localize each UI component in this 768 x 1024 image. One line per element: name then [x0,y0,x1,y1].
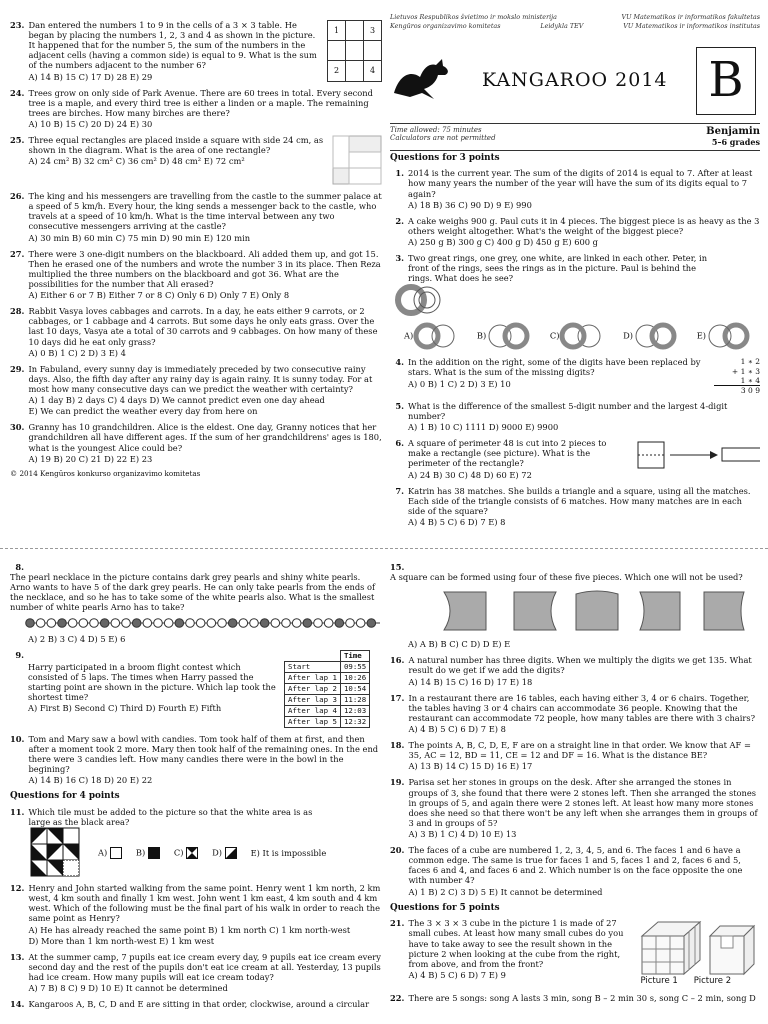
section-4-points: Questions for 4 points [10,791,120,802]
bottom-left-column [10,562,382,1015]
question-1: 1. 2014 is the current year. The sum of the digits of 2014 is equal to 7. After at least how many years the number of the year will have the sum of its digits equal to 7 again? A) 18 B) 36 C) 90 D) 9 E) 990 [395,168,753,210]
section-3-points: Questions for 3 points [390,152,500,163]
question-9: 9. Harry participated in a broom flight contest which consisted of 5 laps. The times when Harry passed the starting point are shown in the picture. Which lap took the shortest time? A) First B) Second C) Third D) Fourth E) Fifth Time Start 09:55 After lap 1 10:26 After lap 2 10:54 After lap 3 11:28 After lap 4 12:03 After lap 5 12:32 [10,650,382,728]
kangaroo-logo [390,53,454,105]
top-left-column [10,20,382,479]
white-pearl [79,618,88,627]
dark-pearl [303,618,312,627]
top-right-column [390,14,760,533]
section-5-points: Questions for 5 points [390,902,500,913]
tile-option-a [110,847,122,859]
question-27: 27. There were 3 one-digit numbers on the blackboard. Ali added them up, and got 15. Then he erased one of the numbers and wrote the number 3 in its place. Then Reza multiplied the three numbers on the blackboard and got 36. What are the possibilities for the number that Ali erased? A) Either 6 or 7 B) Either 7 or 8 C) Only 6 D) Only 7 E) Only 8 [10,248,381,301]
cube-figures [640,918,758,986]
white-pearl [218,618,227,627]
white-pearl [314,618,323,627]
grade-range: 5–6 grades [711,136,760,147]
dark-pearl [260,618,269,627]
lap-times-table: Time Start 09:55 After lap 1 10:26 After lap 2 10:54 After lap 3 11:28 After lap 4 12:03 After lap 5 12:32 [284,650,370,728]
time-allowed: Time allowed: 75 minutes [390,125,482,134]
dark-pearl [132,618,141,627]
white-pearl [271,618,280,627]
picture-1-label: Picture 1 [640,976,678,987]
tile-option-c [186,847,198,859]
question-17: 17. In a restaurant there are 16 tables, each having either 3, 4 or 6 chairs. Together, the tables having 3 or 4 chairs can accommodate 36 people. Knowing that the restaurant can accommodate 72 people, how many tables are there with 3 chairs? A) 4 B) 5 C) 6 D) 7 E) 8 [390,692,756,734]
white-pearl [164,618,173,627]
question-18: 18. The points A, B, C, D, E, F are on a straight line in that order. We know that AF = 35, AC = 12, BD = 11, CE = 12 and DF = 16. What is the distance BE? A) 13 B) 14 C) 15 D) 16 E) 17 [390,740,751,772]
pearl-necklace-figure [24,615,382,631]
question-22: 22. There are 5 songs: song A lasts 3 min, song B – 2 min 30 s, song C – 2 min, song D [390,992,756,1003]
white-pearl [346,618,355,627]
contest-title: KANGAROO 2014 [482,68,668,91]
question-14: 14. Kangaroos A, B, C, D and E are sitting in that order, clockwise, around a circular [10,999,370,1010]
white-pearl [90,618,99,627]
question-19: 19. Parisa set her stones in groups on the desk. After she arranged the stones in groups of 3, she found that there were 2 stones left. Then she arranged the stones in groups of 5, and again there were 2 stones left. At least how many more stones does she need so that there won't be any left when she arranges them in groups of 3 and in groups of 5? A) 3 B) 1 C) 4 D) 10 E) 13 [390,777,758,839]
question-25: 25. Three equal rectangles are placed inside a square with side 24 cm, as shown in the diagram. What is the area of one rectangle? A) 24 cm² B) 32 cm² C) 36 cm² D) 48 cm² E) 72 cm² [10,135,382,185]
question-6: 6. A square of perimeter 48 is cut into 2 pieces to make a rectangle (see picture). What is the perimeter of the rectangle? A) 24 B) 30 C) 48 D) 60 E) 72 [390,438,760,479]
question-11: 11. Which tile must be added to the picture so that the white area is as large as the black area? A) B) C) D) E) It is impossible [10,807,382,877]
level-letter: B [696,47,756,115]
white-pearl [207,618,216,627]
white-pearl [122,618,131,627]
question-4: 4. In the addition on the right, some of the digits have been replaced by stars. What is the sum of the missing digits? A) 0 B) 1 C) 2 D) 3 E) 10 1 ∗ 2 + 1 ∗ 3 1 ∗ 4 3 0 9 [395,357,760,395]
bottom-right-column [390,562,760,1009]
white-pearl [282,618,291,627]
white-pearl [47,618,56,627]
white-pearl [196,618,205,627]
dark-pearl [175,618,184,627]
square-pieces-figure [404,588,760,634]
page-divider [0,548,768,549]
rings-option-a [413,321,457,351]
publisher-label: Leidykla TEV [540,21,584,30]
rings-option-d [633,321,677,351]
level-name: Benjamin [706,125,760,137]
tile-option-b [148,847,160,859]
dark-pearl [335,618,344,627]
white-pearl [68,618,77,627]
calculator-note: Calculators are not permitted [390,134,496,143]
white-pearl [111,618,120,627]
white-pearl [250,618,259,627]
dark-pearl [100,618,109,627]
question-5: 5. What is the difference of the smallest 5-digit number and the largest 4-digit number? A) 1 B) 10 C) 1111 D) 9000 E) 9900 [395,400,728,433]
question-7: 7. Katrin has 38 matches. She builds a triangle and a square, using all the matches. Each side of the triangle consists of 6 matches. How many matches are in each side of the square? A) 4 B) 5 C) 6 D) 7 E) 8 [395,485,751,528]
dark-pearl [58,618,67,627]
question-10: 10. Tom and Mary saw a bowl with candies. Tom took half of them at first, and then after a moment took 2 more. Mary then took half of the remaining ones. In the end there were 3 candies left. How many candies there were in the bowl in the begining? A) 14 B) 16 C) 18 D) 20 E) 22 [10,733,379,786]
question-15: 15. A square can be formed using four of these five pieces. Which one will not be used? A) A B) B C) C D) D E) E [390,562,760,649]
white-pearl [36,618,45,627]
question-24: 24. Trees grow on only side of Park Avenue. There are 60 trees in total. Every second tree is a maple, and every third tree is either a linden or a maple. The remaining trees are birches. How many birches are there? A) 10 B) 15 C) 20 D) 24 E) 30 [10,87,373,129]
question-20: 20. The faces of a cube are numbered 1, 2, 3, 4, 5, and 6. The faces 1 and 6 have a common edge. The same is true for faces 1 and 5, faces 1 and 2, faces 6 and 5, faces 6 and 4, and faces 6 and 2. Which number is on the face opposite the one with number 4? A) 1 B) 2 C) 3 D) 5 E) It cannot be determined [390,845,743,897]
question-8: 8. The pearl necklace in the picture contains dark grey pearls and shiny white pearls. Arno wants to have 5 of the dark grey pearls. He can only take pearls from the ends of the necklace, and so he has to take some of the white pearls also. What is the smallest number of white pearls Arno has to take? A) 2 B) 3 C) 4 D) 5 E) 6 [10,562,382,644]
question-21: 21. The 3 × 3 × 3 cube in the picture 1 is made of 27 small cubes. At least how many small cubes do you have to take away to see the result shown in the picture 2 when looking at the cube from the right, from above, and from the front? A) 4 B) 5 C) 6 D) 7 E) 9 Picture 1 Picture 2 [390,918,760,986]
white-pearl [143,618,152,627]
white-pearl [292,618,301,627]
ministry-label: Lietuvos Respublikos švietimo ir mokslo ministerija [390,13,557,21]
white-pearl [239,618,248,627]
addition-puzzle: 1 ∗ 2 + 1 ∗ 3 1 ∗ 4 3 0 9 [714,357,760,395]
rings-option-b [486,321,530,351]
question-29: 29. In Fabuland, every sunny day is immediately preceded by two consecutive rainy days. Also, the fifth day after any rainy day is again rainy. It is sunny today. For at most how many consecutive days can we predict the weather with certainty? A) 1 day B) 2 days C) 4 days D) We cannot predict even one day ahead E) We can predict the weather every day from here on [10,363,373,417]
question-12: 12. Henry and John started walking from the same point. Henry went 1 km north, 2 km west, 4 km south and finally 1 km west. John went 1 km east, 4 km south and 4 km west. Which of the following must be the final part of his walk in order to reach the same point as Henry? A) He has already reached the same point B) 1 km north C) 1 km north-west D) More than 1 km north-west E) 1 km west [10,883,381,946]
tile-option-d [225,847,237,859]
rectangles-in-square-figure [332,135,382,185]
question-28: 28. Rabbit Vasya loves cabbages and carrots. In a day, he eats either 9 carrots, or 2 cabbages, or 1 cabbage and 4 carrots. But some days he only eats grass. Over the last 10 days, Vasya ate a total of 30 carrots and 9 cabbages. On how many of these 10 days did he eat only grass? A) 0 B) 1 C) 2 D) 3 E) 4 [10,306,378,358]
rings-option-c [559,321,603,351]
institute-label: VU Matematikos ir informatikos institutas [623,21,760,30]
faculty-label: VU Matematikos ir informatikos fakultetas [621,13,760,21]
dark-pearl [228,618,237,627]
white-pearl [356,618,365,627]
white-pearl [186,618,195,627]
footer-copyright: © 2014 Kengūros konkurso organizavimo komitetas [10,468,201,478]
rings-option-e [706,321,750,351]
q11-options: A) B) C) D) E) It is impossible [98,847,327,859]
question-26: 26. The king and his messengers are travelling from the castle to the summer palace at a speed of 5 km/h. Every hour, the king sends a messenger back to the castle, who travels at a speed of 10 km/h. What is the time interval between any two consecutive messengers arriving at the castle? A) 30 min B) 60 min C) 75 min D) 90 min E) 120 min [10,191,382,243]
cube-picture-1 [640,918,702,976]
q3-options: A) B) C) D) E) [390,321,750,351]
question-2: 2. A cake weighs 900 g. Paul cuts it in 4 pieces. The biggest piece is as heavy as the 3 others weight altogether. What's the weight of the biggest piece? A) 250 g B) 300 g C) 400 g D) 450 g E) 600 g [395,215,760,247]
tile-pattern-figure [30,827,80,877]
question-3: 3. Two great rings, one grey, one white, are linked in each other. Peter, in front of the rings, sees the rings as in the picture. Paul is behind the rings. What does he see? A) B) C) D) E) [390,253,760,351]
white-pearl [324,618,333,627]
question-16: 16. A natural number has three digits. When we multiply the digits we get 135. What result do we get if we add the digits? A) 14 B) 15 C) 16 D) 17 E) 18 [390,655,752,687]
question-13: 13. At the summer camp, 7 pupils eat ice cream every day, 9 pupils eat ice cream every second day and the rest of the pupils don't eat ice cream at all. Yesterday, 13 pupils had ice cream. How many pupils will eat ice cream today? A) 7 B) 8 C) 9 D) 10 E) It cannot be determined [10,951,381,994]
dark-pearl [367,618,376,627]
linked-rings-figure [394,283,444,317]
cube-picture-2 [708,918,758,976]
question-30: 30. Granny has 10 grandchildren. Alice is the eldest. One day, Granny notices that her grandchildren all have different ages. If the sum of her grandchildrens' ages is 180, what is the youngest Alice could be? A) 19 B) 20 C) 21 D) 22 E) 23 [10,422,382,464]
picture-2-label: Picture 2 [693,976,732,987]
number-grid: 1 3 2 4 [327,20,382,82]
square-to-rectangle-figure [636,438,760,472]
question-23: 23. Dan entered the numbers 1 to 9 in the cells of a 3 × 3 table. He began by placing the numbers 1, 2, 3 and 4 as shown in the picture. It happened that for the number 5, the sum of the numbers in the adjacent cells (having a common side) is equal to 9. What is the sum of the numbers adjacent to the number 6? A) 14 B) 15 C) 17 D) 28 E) 29 1 3 2 4 [10,20,382,82]
committee-label: Kengūros organizavimo komitetas [390,21,501,30]
white-pearl [154,618,163,627]
dark-pearl [26,618,35,627]
